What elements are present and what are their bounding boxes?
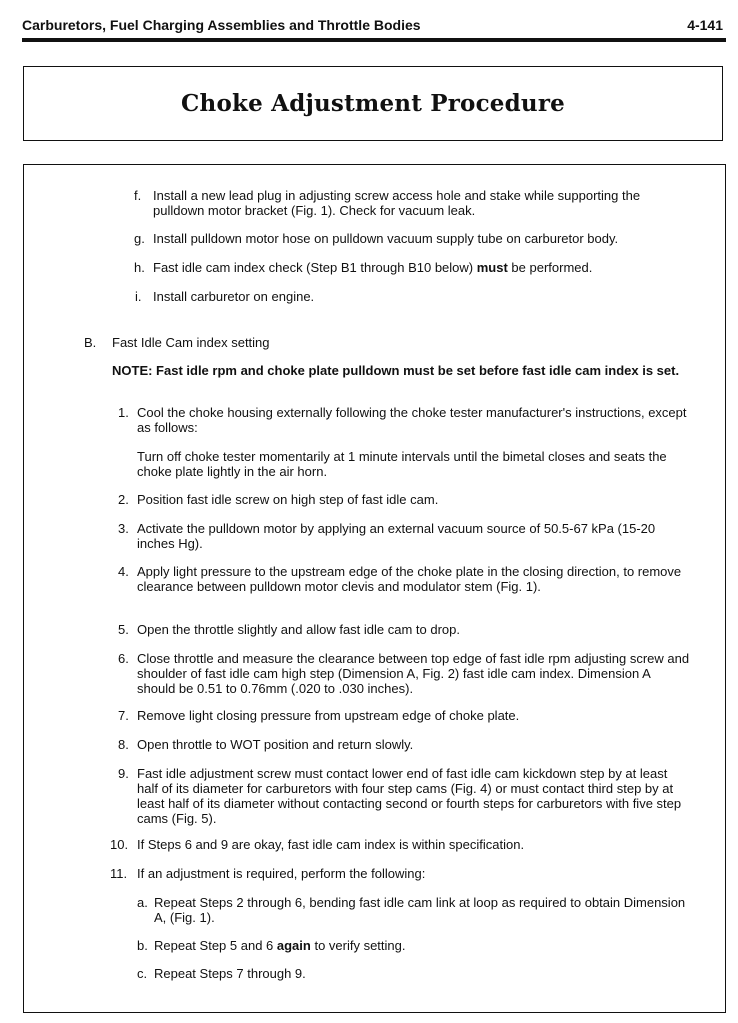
step-7: 7. Remove light closing pressure from upstream edge of choke plate. (118, 708, 520, 723)
step-11-c: c. Repeat Steps 7 through 9. (137, 966, 306, 981)
step-6: 6. Close throttle and measure the clearance between top edge of fast idle rpm adjusting screw and shoulder of fast idle cam high step (Dimension A, Fig. 2) fast idle cam index. Dimension A should be 0.51 to 0.76mm (.020 to .030 inches). (118, 651, 690, 696)
page-number: 4-141 (687, 17, 723, 33)
list-item-g: g. Install pulldown motor hose on pulldown vacuum supply tube on carburetor body. (134, 231, 619, 246)
title-box (23, 66, 723, 141)
step-1: 1. Cool the choke housing externally following the choke tester manufacturer's instructions, except as follows: (118, 405, 687, 435)
step-11-b: b. Repeat Step 5 and 6 again to verify setting. (137, 938, 406, 953)
content-box (23, 164, 726, 1013)
step-8: 8. Open throttle to WOT position and return slowly. (118, 737, 414, 752)
header-rule (22, 38, 726, 42)
section-b-heading: B. Fast Idle Cam index setting (84, 335, 270, 350)
step-3: 3. Activate the pulldown motor by applying an external vacuum source of 50.5-67 kPa (15-20 inches Hg). (118, 521, 656, 551)
step-11: 11. If an adjustment is required, perform the following: (110, 866, 426, 881)
step-5: 5. Open the throttle slightly and allow fast idle cam to drop. (118, 622, 461, 637)
step-4: 4. Apply light pressure to the upstream edge of the choke plate in the closing direction, to remove clearance between pulldown motor clevis and modulator stem (Fig. 1). (118, 564, 682, 594)
list-item-h: h. Fast idle cam index check (Step B1 through B10 below) must be performed. (134, 260, 593, 275)
page-title: Choke Adjustment Procedure (181, 90, 565, 117)
step-10: 10. If Steps 6 and 9 are okay, fast idle cam index is within specification. (110, 837, 525, 852)
section-title: Carburetors, Fuel Charging Assemblies and Throttle Bodies (22, 17, 421, 33)
step-11-a: a. Repeat Steps 2 through 6, bending fast idle cam link at loop as required to obtain Dimension A, (Fig. 1). (137, 895, 686, 925)
step-9: 9. Fast idle adjustment screw must contact lower end of fast idle cam kickdown step by at least half of its diameter for carburetors with four step cams (Fig. 4) or must contact third step by at least half of its diameter without contacting second or fourth steps for carburetors with five step cams (Fig. 5). (118, 766, 682, 826)
note: NOTE: Fast idle rpm and choke plate pulldown must be set before fast idle cam index is set. (112, 363, 680, 378)
step-1-detail: Turn off choke tester momentarily at 1 minute intervals until the bimetal closes and seats the choke plate lightly in the air horn. (137, 449, 667, 479)
page-header (22, 14, 725, 38)
step-2: 2. Position fast idle screw on high step of fast idle cam. (118, 492, 439, 507)
list-item-f: f. Install a new lead plug in adjusting screw access hole and stake while supporting the pulldown motor bracket (Fig. 1). Check for vacuum leak. (134, 188, 641, 218)
list-item-i: i. Install carburetor on engine. (135, 289, 315, 304)
